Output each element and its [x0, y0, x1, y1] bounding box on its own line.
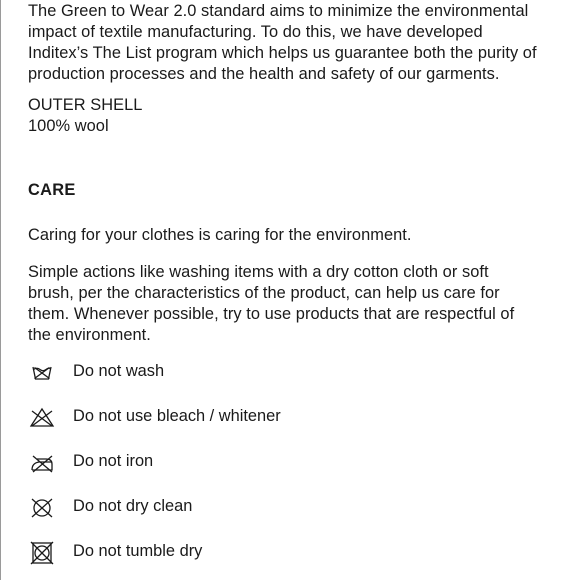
care-instruction-label: Do not wash [73, 362, 165, 380]
intro-line: Inditex’s The List program which helps us guarantee both the purity of [28, 44, 537, 62]
intro-line: production processes and the health and safety of our garments. [28, 65, 500, 83]
care-advice-paragraph [28, 262, 568, 346]
left-divider [0, 0, 1, 580]
care-instruction-label: Do not tumble dry [73, 542, 203, 560]
no-wash-icon [28, 361, 56, 385]
composition-block [28, 95, 142, 137]
care-advice-line: Simple actions like washing items with a dry cotton cloth or soft [28, 263, 489, 281]
care-instruction-label: Do not iron [73, 452, 154, 470]
no-bleach-icon [28, 406, 56, 430]
intro-line: The Green to Wear 2.0 standard aims to minimize the environmental [28, 2, 529, 20]
no-iron-icon [28, 451, 56, 475]
no-dry-clean-icon [28, 496, 56, 520]
care-lead-text: Caring for your clothes is caring for the environment. [28, 226, 412, 244]
care-advice-line: brush, per the characteristics of the product, can help us care for [28, 284, 500, 302]
care-instruction-no-tumble-dry [28, 536, 281, 580]
care-advice-line: them. Whenever possible, try to use products that are respectful of [28, 305, 515, 323]
composition-material: 100% wool [28, 117, 109, 135]
care-instruction-no-wash [28, 356, 281, 401]
sustainability-paragraph [28, 1, 568, 85]
care-instruction-label: Do not dry clean [73, 497, 193, 515]
care-heading: CARE [28, 181, 76, 199]
no-tumble-dry-icon [28, 541, 56, 565]
composition-section-label: OUTER SHELL [28, 96, 143, 114]
care-instruction-label: Do not use bleach / whitener [73, 407, 281, 425]
care-instruction-no-dry-clean [28, 491, 281, 536]
intro-line: impact of textile manufacturing. To do this, we have developed [28, 23, 483, 41]
care-instruction-no-iron [28, 446, 281, 491]
care-advice-line: the environment. [28, 326, 151, 344]
care-instruction-no-bleach [28, 401, 281, 446]
care-instructions-list [28, 356, 281, 580]
